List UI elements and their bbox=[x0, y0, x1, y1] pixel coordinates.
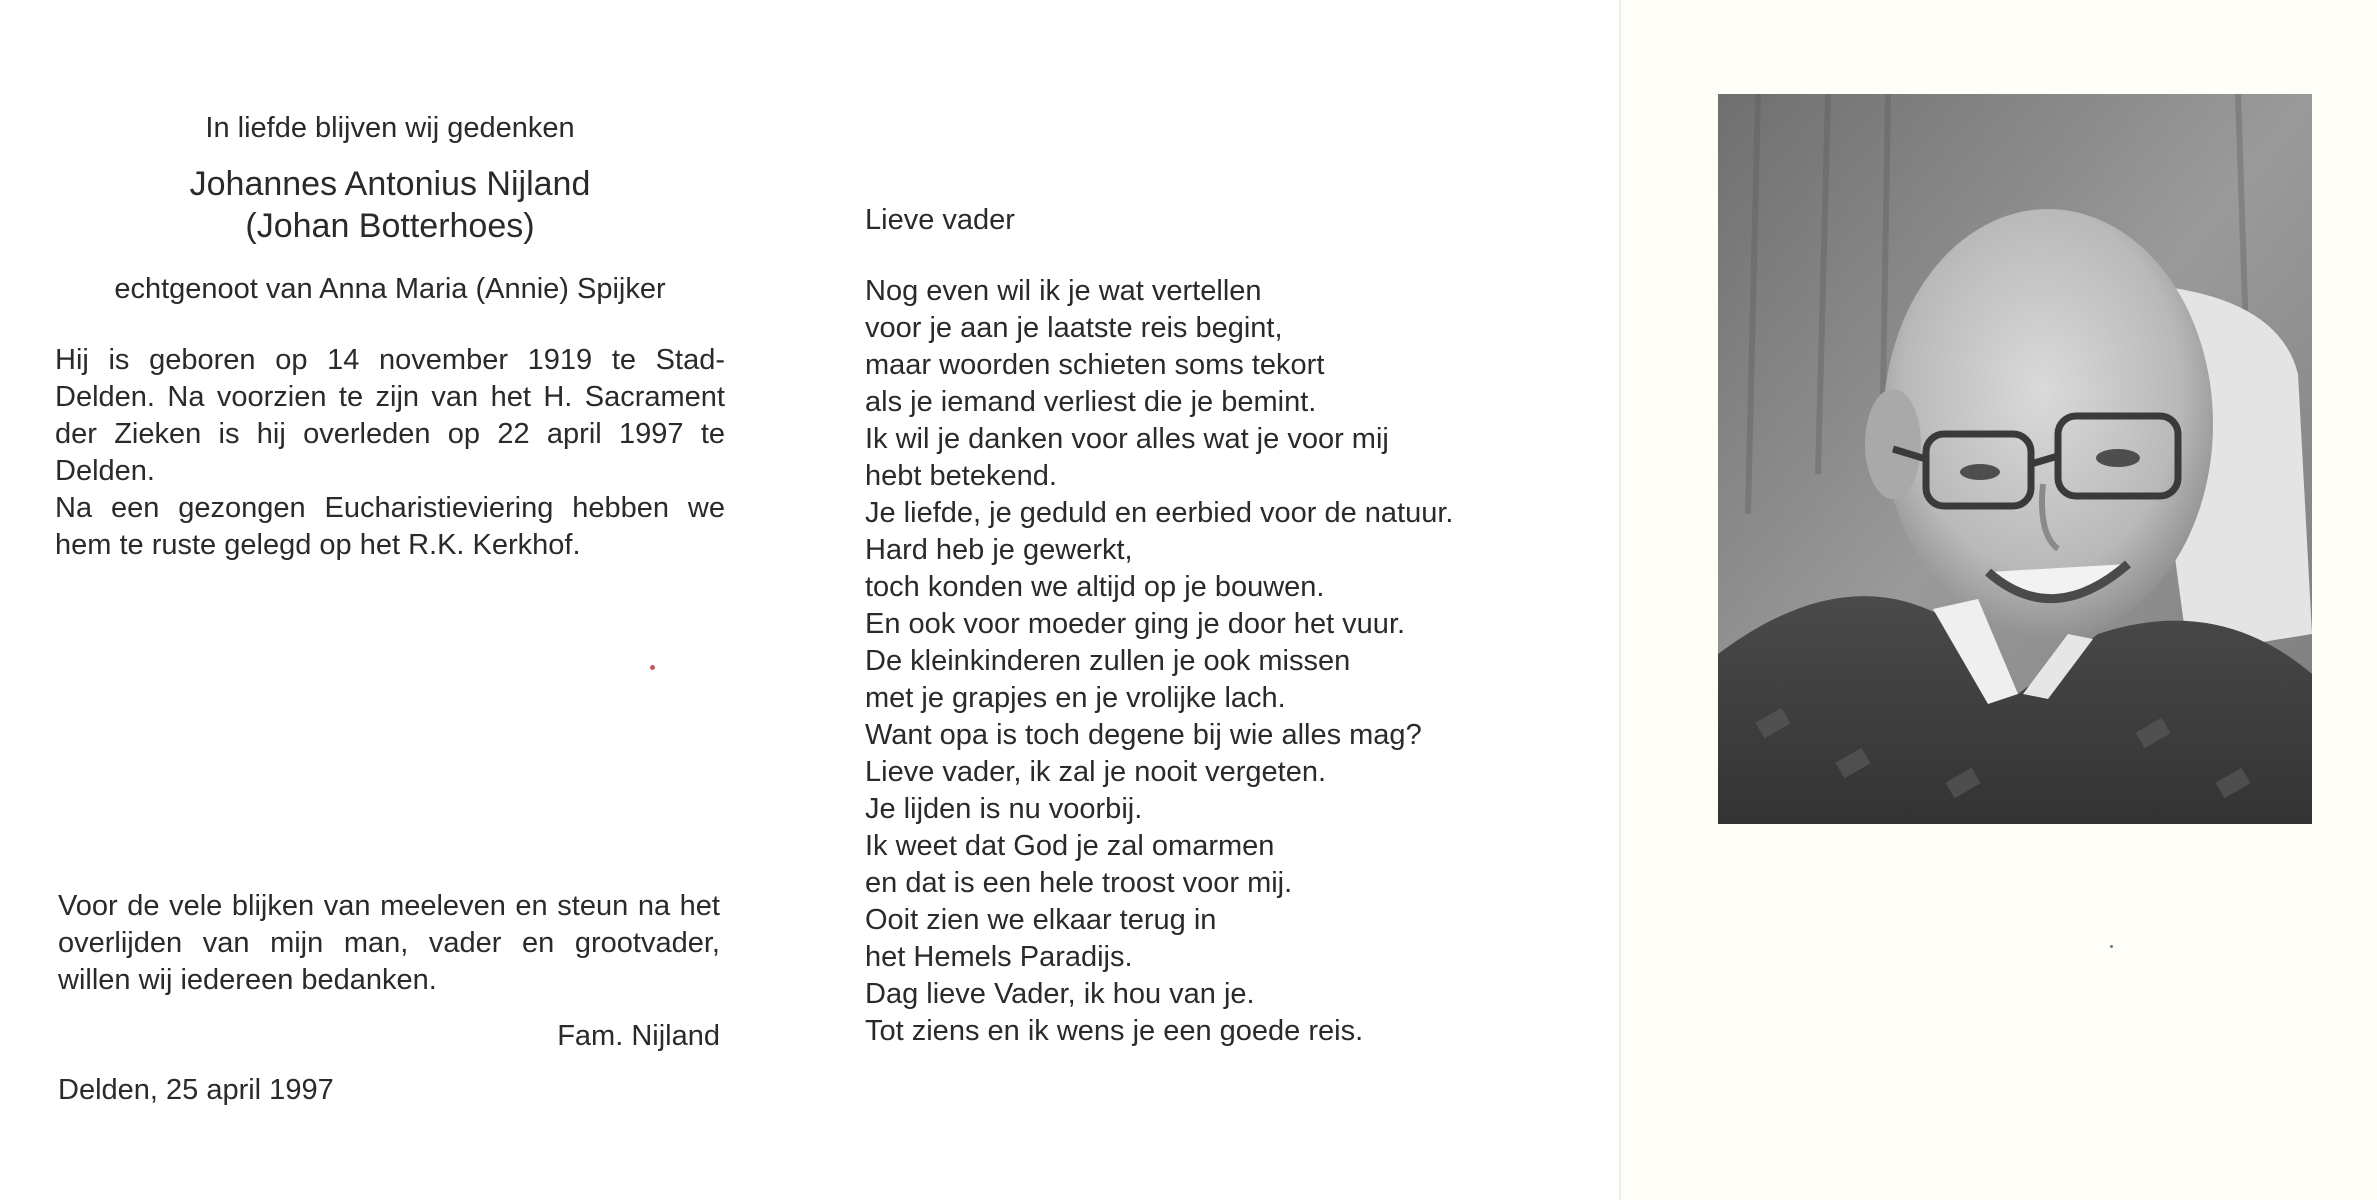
memorial-text bbox=[55, 110, 725, 564]
spouse-line: echtgenoot van Anna Maria (Annie) Spijker bbox=[114, 273, 666, 305]
poem-line: Ik wil je danken voor alles wat je voor mij bbox=[865, 423, 1389, 455]
deceased-alias: (Johan Botterhoes) bbox=[245, 207, 535, 245]
poem-line: De kleinkinderen zullen je ook missen bbox=[865, 645, 1351, 677]
bio-paragraph-birth-death: Hij is geboren op 14 november 1919 te Stad-Delden. Na voorzien te zijn van het H. Sacrament der Zieken is hij overleden op 22 april 1997 te Delden. bbox=[55, 344, 725, 487]
poem-line: Want opa is toch degene bij wie alles mag? bbox=[865, 719, 1422, 751]
card-fold bbox=[1619, 0, 1621, 1200]
poem-line: Hard heb je gewerkt, bbox=[865, 534, 1133, 566]
bio-paragraph-burial: Na een gezongen Eucharistieviering hebben we hem te ruste gelegd op het R.K. Kerkhof. bbox=[55, 492, 725, 561]
place-and-date: Delden, 25 april 1997 bbox=[58, 1074, 334, 1106]
family-signature: Fam. Nijland bbox=[557, 1020, 720, 1052]
poem-line: Ik weet dat God je zal omarmen bbox=[865, 830, 1275, 862]
poem-line: en dat is een hele troost voor mij. bbox=[865, 867, 1293, 899]
intro-line: In liefde blijven wij gedenken bbox=[205, 112, 575, 144]
poem-line: Lieve vader, ik zal je nooit vergeten. bbox=[865, 756, 1327, 788]
poem-line: maar woorden schieten soms tekort bbox=[865, 349, 1325, 381]
poem bbox=[865, 202, 1565, 1050]
poem-line: Je liefde, je geduld en eerbied voor de natuur. bbox=[865, 497, 1454, 529]
deceased-name: Johannes Antonius Nijland bbox=[189, 165, 591, 203]
thanks-text: Voor de vele blijken van meeleven en steun na het overlijden van mijn man, vader en grootvader, willen wij iedereen bedanken. bbox=[58, 890, 720, 996]
poem-line: voor je aan je laatste reis begint, bbox=[865, 312, 1283, 344]
thanks-note bbox=[58, 888, 720, 999]
poem-line: Nog even wil ik je wat vertellen bbox=[865, 275, 1262, 307]
portrait-photo-icon bbox=[1718, 94, 2312, 824]
poem-line: En ook voor moeder ging je door het vuur. bbox=[865, 608, 1406, 640]
poem-line: Tot ziens en ik wens je een goede reis. bbox=[865, 1015, 1364, 1047]
poem-line: het Hemels Paradijs. bbox=[865, 941, 1133, 973]
poem-line: Je lijden is nu voorbij. bbox=[865, 793, 1143, 825]
biography bbox=[55, 342, 725, 564]
poem-line: Ooit zien we elkaar terug in bbox=[865, 904, 1217, 936]
scan-speck bbox=[650, 665, 655, 670]
scan-speck bbox=[2110, 945, 2113, 948]
poem-line: hebt betekend. bbox=[865, 460, 1057, 492]
poem-line: als je iemand verliest die je bemint. bbox=[865, 386, 1317, 418]
poem-lines bbox=[865, 273, 1565, 1050]
poem-line: met je grapjes en je vrolijke lach. bbox=[865, 682, 1286, 714]
poem-greeting: Lieve vader bbox=[865, 204, 1015, 236]
poem-line: toch konden we altijd op je bouwen. bbox=[865, 571, 1325, 603]
poem-line: Dag lieve Vader, ik hou van je. bbox=[865, 978, 1255, 1010]
